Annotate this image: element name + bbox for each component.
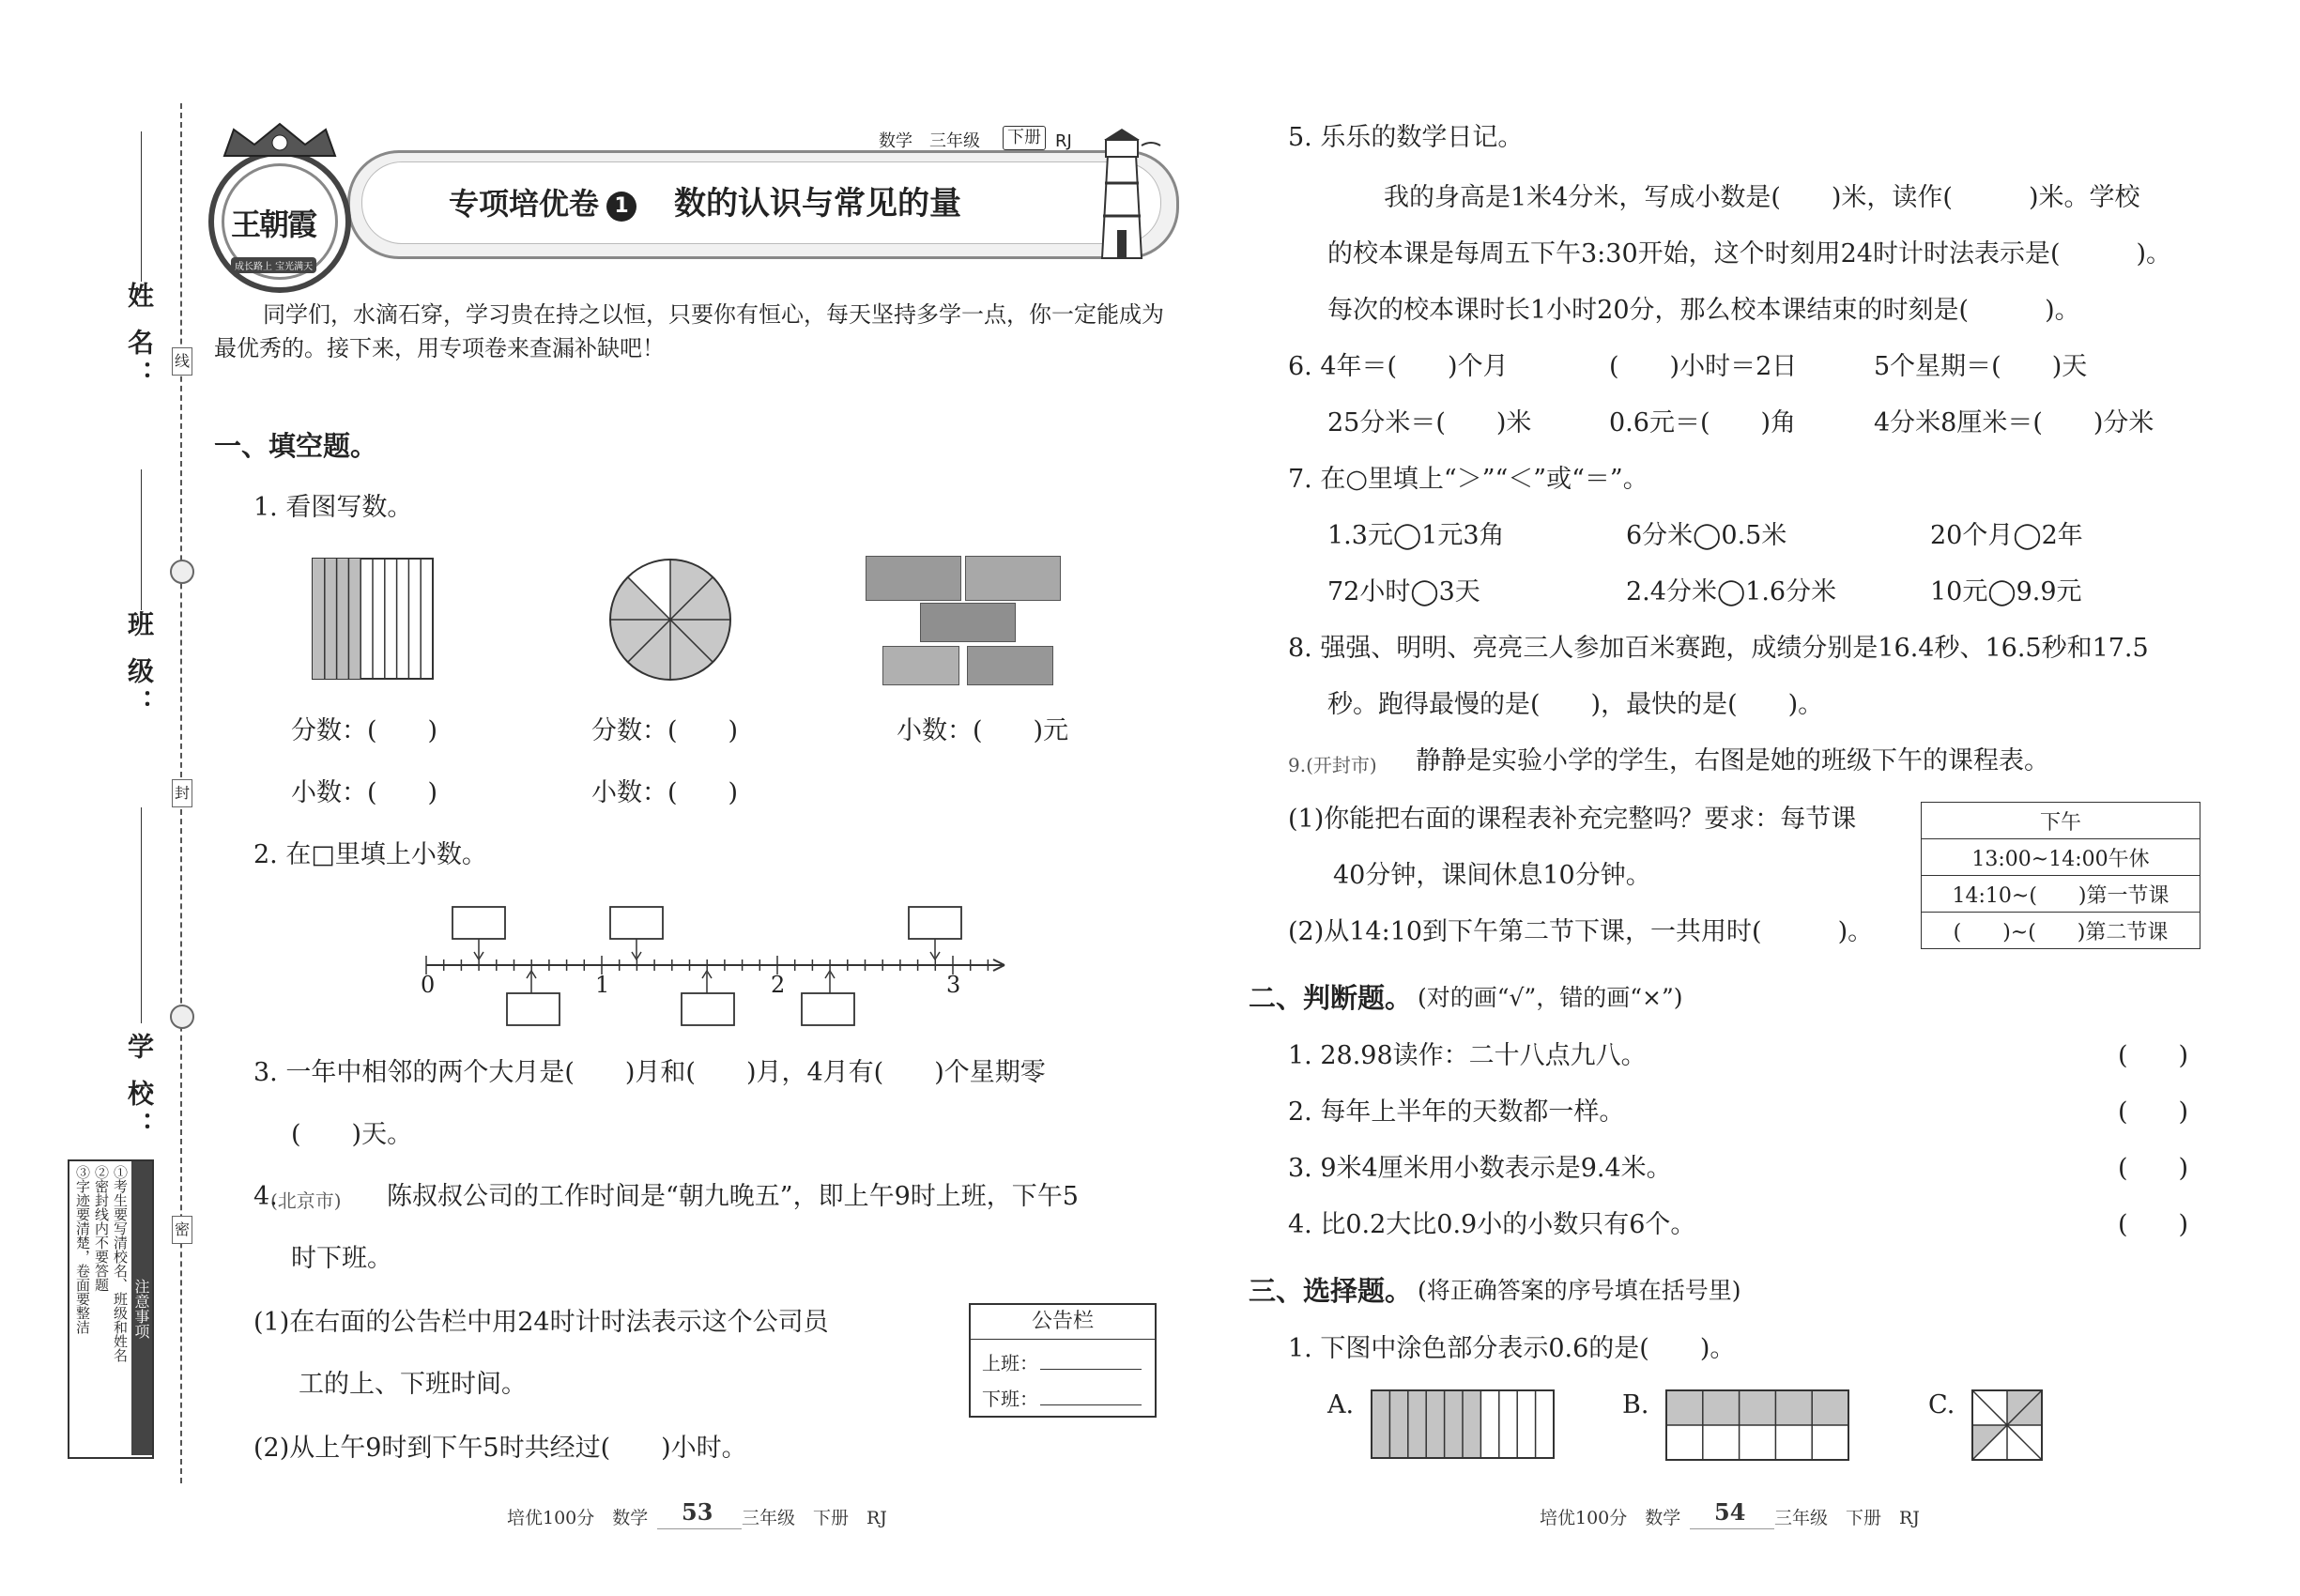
footer-left-prefix: 培优100分 数学 [507, 1508, 649, 1528]
option-b-label: B. [1622, 1390, 1649, 1420]
page-number-right: 54 [1714, 1498, 1746, 1526]
footer-left-ornament [657, 1528, 742, 1529]
section-2-note: (对的画“√”，错的画“×”) [1418, 984, 1683, 1011]
q4-part1-line-1: (1)在右面的公告栏中用24时计时法表示这个公司员 [253, 1308, 829, 1337]
schedule-row: 14:10~( )第一节课 [1922, 876, 2200, 913]
end-time-blank[interactable] [1040, 1404, 1142, 1405]
q5-line-2: 的校本课是每周五下午3:30开始，这个时刻用24时计时法表示是( )。 [1327, 239, 2172, 269]
option-a-label: A. [1327, 1390, 1355, 1420]
judge-item-2-answer[interactable]: ( ) [2118, 1097, 2189, 1127]
q9-part1-line-1: (1)你能把右面的课程表补充完整吗？要求：每节课 [1288, 805, 1857, 834]
q4-part1-line-2: 工的上、下班时间。 [299, 1370, 527, 1399]
option-c-figure[interactable] [1971, 1389, 2043, 1461]
section-2-heading: 二、判断题。 [1249, 982, 1413, 1014]
judge-item-3-answer[interactable]: ( ) [2118, 1154, 2189, 1183]
section-3-heading: 三、选择题。 [1249, 1275, 1413, 1307]
q2-tick-0: 0 [421, 972, 436, 998]
seal-marker [170, 1005, 194, 1029]
schedule-row: ( )~( )第二节课 [1922, 913, 2200, 949]
name-label: 姓 名： [124, 282, 155, 392]
q7-item: 2.4分米◯1.6分米 [1626, 577, 1837, 606]
schedule-table [1921, 802, 2200, 949]
q1-striped-rectangle [312, 558, 434, 680]
banknote [882, 646, 959, 685]
notes-box [68, 1159, 154, 1459]
q7-item: 20个月◯2年 [1930, 521, 2083, 550]
q6-item-b: ( )小时＝2日 [1609, 352, 1798, 381]
notes-item: ①考生要写清校名、班级和姓名 [112, 1165, 129, 1362]
q9-part1-line-2: 40分钟，课间休息10分钟。 [1333, 861, 1651, 890]
banknote [965, 556, 1061, 601]
q2-number-line [413, 899, 1014, 1031]
notes-item: ②密封线内不要答题 [93, 1165, 110, 1292]
q7-item: 1.3元◯1元3角 [1327, 521, 1505, 550]
q7-prompt: 7. 在○里填上“＞”“＜”或“＝”。 [1288, 465, 1648, 494]
notice-board-start: 上班： [982, 1352, 1038, 1374]
notice-board-end: 下班： [982, 1388, 1038, 1410]
q7-item: 10元◯9.9元 [1930, 577, 2082, 606]
binding-strip [0, 0, 188, 1596]
option-b-figure[interactable] [1665, 1389, 1849, 1461]
q4-line-2: 时下班。 [291, 1244, 392, 1273]
q9-part2: (2)从14:10到下午第二节下课，一共用时( )。 [1288, 917, 1874, 946]
choice-item-1: 1. 下图中涂色部分表示0.6的是( )。 [1288, 1334, 1736, 1363]
footer-right-prefix: 培优100分 数学 [1540, 1508, 1681, 1528]
q6-item-d: 25分米＝( )米 [1327, 408, 1532, 437]
footer-right-ornament [1690, 1528, 1774, 1529]
edition-tag: RJ [1055, 131, 1072, 151]
logo-badge [208, 150, 351, 293]
option-c-label: C. [1928, 1390, 1955, 1420]
q8-line-1: 8. 强强、明明、亮亮三人参加百米赛跑，成绩分别是16.4秒、16.5秒和17.5 [1288, 634, 2149, 663]
schedule-row: 13:00~14:00午休 [1922, 839, 2200, 876]
crown-icon [221, 122, 339, 158]
q1-divided-circle [608, 558, 732, 682]
q1-banknotes-image [864, 556, 1061, 687]
q1-decimal-2: 小数：( ) [591, 778, 739, 807]
q2-prompt: 2. 在□里填上小数。 [253, 840, 487, 869]
q1-decimal-1: 小数：( ) [291, 778, 438, 807]
section-1-heading: 一、填空题。 [214, 430, 378, 462]
q2-tick-2: 2 [771, 972, 786, 998]
section-3-note: (将正确答案的序号填在括号里) [1418, 1277, 1741, 1304]
footer-right-suffix: 三年级 下册 RJ [1774, 1508, 1920, 1528]
seal-label-mi: 密 [172, 1216, 192, 1244]
name-line [141, 131, 142, 282]
intro-line-1: 同学们，水滴石穿，学习贵在持之以恒，只要你有恒心，每天坚持多学一点，你一定能成为 [263, 301, 1164, 328]
q1-decimal-3: 小数：( )元 [897, 716, 1069, 745]
class-line [141, 469, 142, 610]
q2-tick-1: 1 [595, 972, 610, 998]
judge-item-2: 2. 每年上半年的天数都一样。 [1288, 1097, 1625, 1127]
notes-item: ③字迹要清楚，卷面要整洁 [74, 1165, 91, 1334]
q5-prompt: 5. 乐乐的数学日记。 [1288, 123, 1524, 152]
q1-fraction-1: 分数：( ) [291, 716, 438, 745]
option-a-figure[interactable] [1371, 1389, 1555, 1459]
q9-region-tag: 9.(开封市) [1288, 754, 1377, 776]
judge-item-4-answer[interactable]: ( ) [2118, 1210, 2189, 1239]
schedule-header: 下午 [1922, 803, 2200, 839]
q7-item: 6分米◯0.5米 [1626, 521, 1787, 550]
q8-line-2: 秒。跑得最慢的是( )，最快的是( )。 [1327, 690, 1824, 719]
q4-part2: (2)从上午9时到下午5时共经过( )小时。 [253, 1434, 747, 1463]
footer-left-suffix: 三年级 下册 RJ [742, 1508, 887, 1528]
intro-line-2: 最优秀的。接下来，用专项卷来查漏补缺吧！ [214, 335, 665, 361]
grade-tag: 三年级 [929, 131, 980, 151]
school-label: 学 校： [124, 1033, 155, 1143]
judge-item-1: 1. 28.98读作：二十八点九八。 [1288, 1041, 1647, 1070]
school-line [141, 807, 142, 1023]
banknote [967, 646, 1053, 685]
q5-line-1: 我的身高是1米4分米，写成小数是( )米，读作( )米。学校 [1384, 183, 2140, 212]
banknote [866, 556, 961, 601]
seal-marker [170, 560, 194, 584]
q4-line-1: 陈叔叔公司的工作时间是“朝九晚五”，即上午9时上班，下午5 [387, 1182, 1079, 1211]
q6-item-c: 5个星期＝( )天 [1874, 352, 2088, 381]
title-number-badge: 1 [606, 192, 636, 222]
volume-tag: 下册 [1003, 126, 1046, 150]
q6-item-e: 0.6元＝( )角 [1609, 408, 1797, 437]
class-label: 班 级： [124, 610, 155, 721]
seal-label-feng: 封 [172, 779, 192, 807]
q1-prompt: 1. 看图写数。 [253, 493, 413, 522]
q3-line-1: 3. 一年中相邻的两个大月是( )月和( )月，4月有( )个星期零 [253, 1058, 1046, 1087]
q3-line-2: ( )天。 [291, 1120, 413, 1149]
logo-text: 王朝霞 [231, 207, 316, 242]
q9-prompt: 静静是实验小学的学生，右图是她的班级下午的课程表。 [1416, 746, 2049, 775]
q1-fraction-2: 分数：( ) [591, 716, 739, 745]
judge-item-4: 4. 比0.2大比0.9小的小数只有6个。 [1288, 1210, 1696, 1239]
q4-region-tag: (北京市) [270, 1189, 342, 1212]
q7-item: 72小时◯3天 [1327, 577, 1480, 606]
notice-board [969, 1303, 1157, 1418]
banknote [920, 603, 1016, 642]
start-time-blank[interactable] [1040, 1369, 1142, 1370]
notes-title: 注意事项 [131, 1161, 152, 1455]
q6-item-f: 4分米8厘米＝( )分米 [1874, 408, 2154, 437]
seal-label-xian: 线 [172, 347, 192, 376]
logo-subtext: 成长路上 宝光满天 [231, 257, 316, 273]
subject-tag: 数学 [879, 131, 912, 151]
lighthouse-icon [1080, 127, 1164, 268]
q6-item-a: 6. 4年＝( )个月 [1288, 352, 1509, 381]
page-number-left: 53 [682, 1498, 713, 1526]
judge-item-1-answer[interactable]: ( ) [2118, 1041, 2189, 1070]
page-title-prefix: 专项培优卷 [449, 186, 600, 222]
q2-tick-3: 3 [946, 972, 961, 998]
notice-board-title: 公告栏 [971, 1305, 1155, 1340]
page-title: 数的认识与常见的量 [674, 185, 961, 223]
q5-line-3: 每次的校本课时长1小时20分，那么校本课结束的时刻是( )。 [1327, 296, 2080, 325]
judge-item-3: 3. 9米4厘米用小数表示是9.4米。 [1288, 1154, 1672, 1183]
q4-label: 4. [253, 1182, 278, 1211]
